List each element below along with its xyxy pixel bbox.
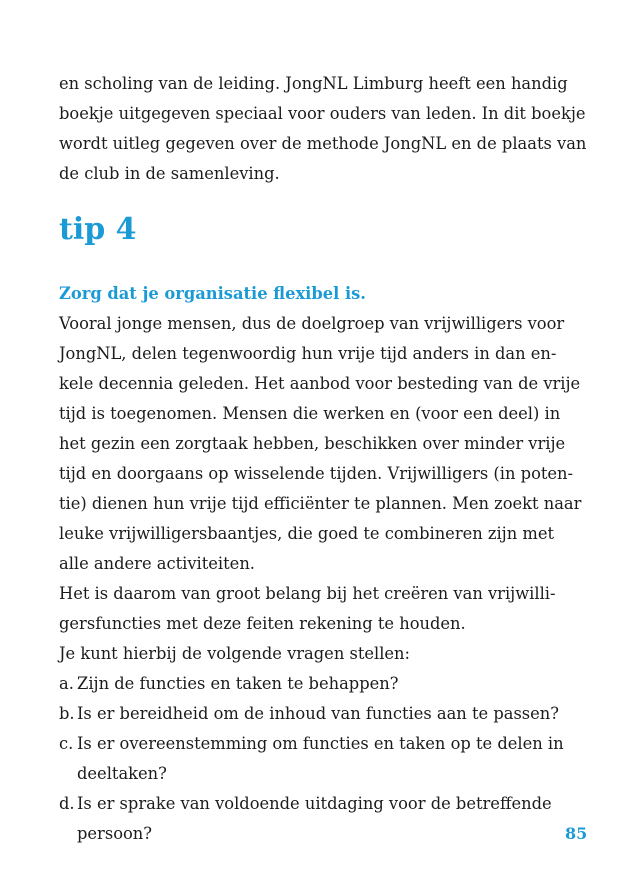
text-line: Het is daarom van groot belang bij het creëren van vrijwilli- (59, 584, 556, 603)
list-item-b (59, 699, 564, 729)
text-line: tijd is toegenomen. Mensen die werken en (voor een deel) in (59, 404, 561, 423)
text-line: de club in de samenleving. (59, 164, 280, 183)
list-item-d (59, 789, 564, 849)
list-item-text: persoon? (77, 824, 153, 843)
text-line: leuke vrijwilligersbaantjes, die goed te combineren zijn met (59, 524, 555, 543)
text-line: tijd en doorgaans op wisselende tijden. Vrijwilligers (in poten- (59, 464, 574, 483)
list-item-text: Is er sprake van voldoende uitdaging voor de betreffende (77, 794, 552, 813)
text-line: gersfuncties met deze feiten rekening te houden. (59, 614, 466, 633)
page-number: 85 (565, 824, 588, 843)
list-marker: c. (59, 734, 74, 753)
text-line: tie) dienen hun vrije tijd efficiënter te plannen. Men zoekt naar (59, 494, 582, 513)
list-marker: a. (59, 674, 74, 693)
intro-paragraph (59, 69, 587, 189)
list-item-text: Is er bereidheid om de inhoud van functies aan te passen? (77, 704, 560, 723)
text-line: Je kunt hierbij de volgende vragen stellen: (59, 644, 411, 663)
text-line: het gezin een zorgtaak hebben, beschikken over minder vrije (59, 434, 566, 453)
text-line: en scholing van de leiding. JongNL Limburg heeft een handig (59, 74, 568, 93)
list-marker: d. (59, 794, 75, 813)
list-item-c (59, 729, 564, 789)
list-marker: b. (59, 704, 75, 723)
text-line: wordt uitleg gegeven over de methode JongNL en de plaats van (59, 134, 587, 153)
text-line: JongNL, delen tegenwoordig hun vrije tijd anders in dan en- (59, 344, 557, 363)
list-item-text: deeltaken? (77, 764, 167, 783)
list-item-text: Zijn de functies en taken te behappen? (77, 674, 399, 693)
section-subheading: Zorg dat je organisatie flexibel is. (59, 284, 366, 303)
list-item-a (59, 669, 564, 699)
list-item-text: Is er overeenstemming om functies en taken op te delen in (77, 734, 564, 753)
text-line: alle andere activiteiten. (59, 554, 255, 573)
text-line: kele decennia geleden. Het aanbod voor besteding van de vrije (59, 374, 581, 393)
text-line: Vooral jonge mensen, dus de doelgroep van vrijwilligers voor (59, 314, 565, 333)
text-line: boekje uitgegeven speciaal voor ouders van leden. In dit boekje (59, 104, 586, 123)
tip-heading: tip 4 (59, 212, 137, 247)
